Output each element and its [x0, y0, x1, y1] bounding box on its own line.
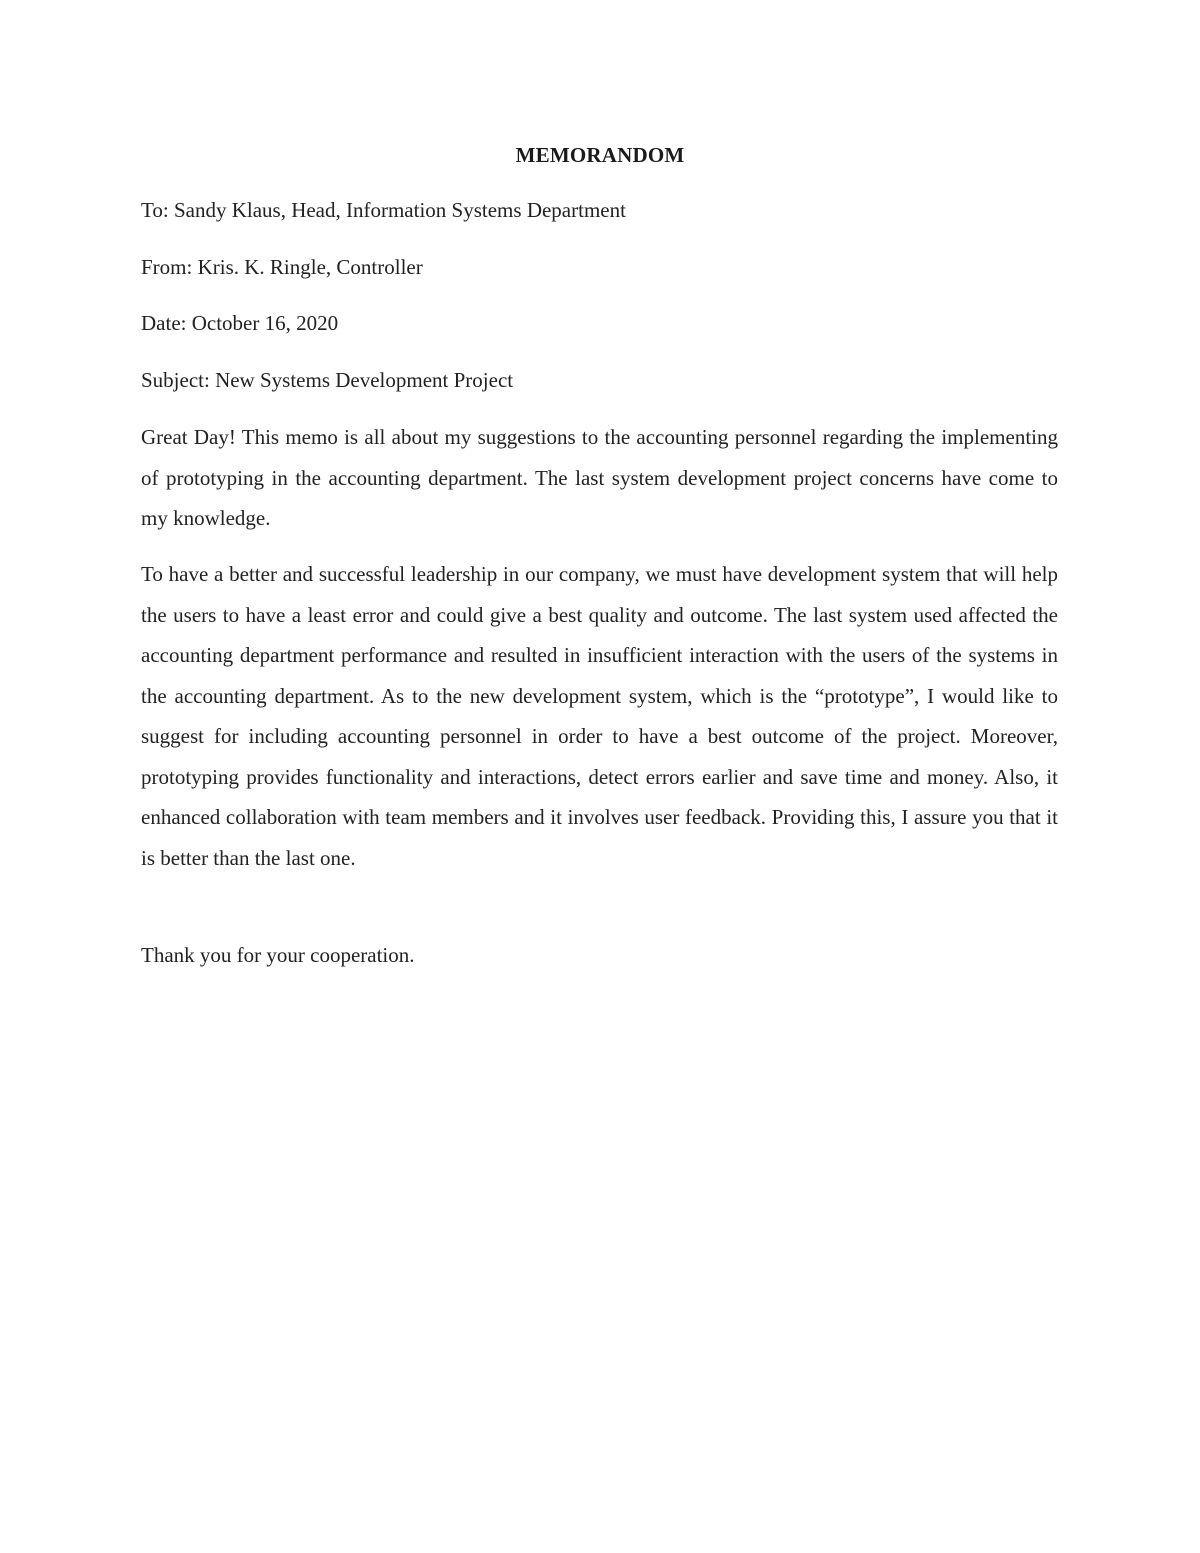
memo-to-line: To: Sandy Klaus, Head, Information Systems Department: [141, 198, 626, 222]
memo-subject-line: Subject: New Systems Development Project: [141, 368, 514, 392]
memo-title: MEMORANDOM: [515, 143, 685, 167]
memo-from-line: From: Kris. K. Ringle, Controller: [141, 255, 423, 279]
memo-paragraph-intro: Great Day! This memo is all about my suggestions to the accounting personnel regarding the implementing of prototyping in the accounting department. The last system development project concerns have come to my knowledge.: [141, 425, 1058, 530]
memo-date-line: Date: October 16, 2020: [141, 311, 339, 335]
memo-paragraph-body: To have a better and successful leadership in our company, we must have development system that will help the users to have a least error and could give a best quality and outcome. The last system used affected the accounting department performance and resulted in insufficient interaction with the users of the systems in the accounting department. As to the new development system, which is the “prototype”, I would like to suggest for including accounting personnel in order to have a best outcome of the project. Moreover, prototyping provides functionality and interactions, detect errors earlier and save time and money. Also, it enhanced collaboration with team members and it involves user feedback. Providing this, I assure you that it is better than the last one.: [141, 562, 1058, 870]
memo-paragraph-closing: Thank you for your cooperation.: [141, 943, 415, 967]
